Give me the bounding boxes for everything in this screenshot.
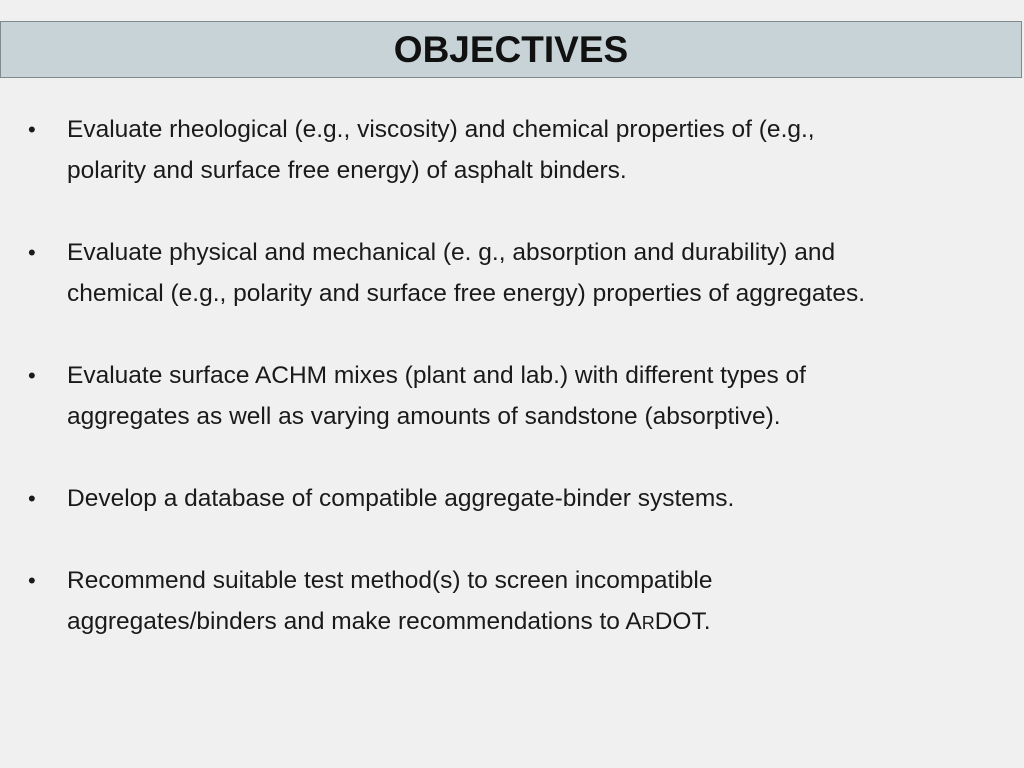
bullet-text-line: Develop a database of compatible aggregate-binder systems. <box>67 485 735 512</box>
bullet-text-line: chemical (e.g., polarity and surface free energy) properties of aggregates. <box>67 280 866 307</box>
bullet-text-line: Recommend suitable test method(s) to screen incompatible <box>67 567 713 594</box>
bullet-text-line: aggregates as well as varying amounts of sandstone (absorptive). <box>67 403 781 430</box>
bullet-text-smallcaps: R <box>641 613 655 633</box>
bullet-text-line: Evaluate rheological (e.g., viscosity) and chemical properties of (e.g., <box>67 116 815 143</box>
bullet-item <box>0 109 1024 191</box>
bullet-text-line: polarity and surface free energy) of asphalt binders. <box>67 157 627 184</box>
bullet-dot-icon: • <box>28 568 36 593</box>
bullet-item <box>0 232 1024 314</box>
bullet-text-line: Evaluate physical and mechanical (e. g., absorption and durability) and <box>67 239 836 266</box>
bullet-text-prefix: aggregates/binders and make recommendations to A <box>67 608 642 635</box>
bullet-dot-icon: • <box>28 240 36 265</box>
bullet-item <box>0 560 1024 644</box>
bullet-dot-icon: • <box>28 486 36 511</box>
bullet-text-line <box>67 608 711 635</box>
bullet-text-suffix: DOT. <box>654 608 711 635</box>
bullet-item <box>0 478 1024 519</box>
objectives-list <box>0 109 1024 685</box>
bullet-item <box>0 355 1024 437</box>
bullet-dot-icon: • <box>28 363 36 388</box>
bullet-dot-icon: • <box>28 117 36 142</box>
bullet-text-line: Evaluate surface ACHM mixes (plant and lab.) with different types of <box>67 362 806 389</box>
slide-title: OBJECTIVES <box>393 29 629 70</box>
title-bar <box>0 21 1022 78</box>
